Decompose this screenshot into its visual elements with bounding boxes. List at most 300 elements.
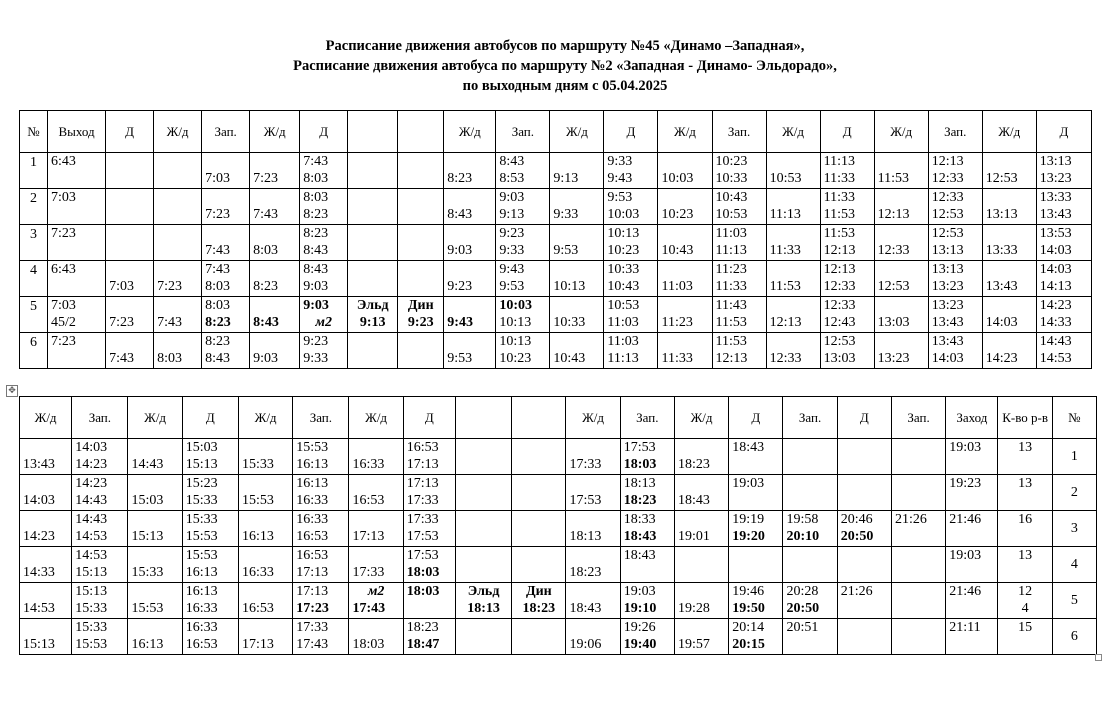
time-cell <box>982 153 1036 189</box>
time-cell <box>891 619 945 655</box>
cell-top-value: 13:43 <box>931 334 964 349</box>
row-number-cell <box>20 333 48 369</box>
cell-bottom-value <box>351 350 394 367</box>
time-cell <box>512 583 566 619</box>
cell-top-value: 20:46 <box>840 512 873 527</box>
cell-bottom-value <box>786 492 833 509</box>
cell-bottom-value: 11:53 <box>823 207 855 222</box>
cell-top-value: 15:23 <box>185 476 218 491</box>
time-cell <box>928 153 982 189</box>
cell-bottom-value: 19:06 <box>569 637 602 652</box>
time-cell <box>20 439 72 475</box>
time-cell <box>398 297 444 333</box>
cell-bottom-value: 7:43 <box>109 351 134 366</box>
column-header: Ж/д <box>766 111 820 153</box>
cell-bottom-value <box>515 456 562 473</box>
cell-top-value: 15 <box>1018 620 1033 635</box>
cell-top-value: 18:43 <box>623 548 656 563</box>
cell-bottom-value: 12:53 <box>877 279 910 294</box>
cell-top-value <box>351 261 394 278</box>
time-cell <box>349 511 403 547</box>
cell-bottom-value: 12:13 <box>715 351 748 366</box>
column-header: Ж/д <box>658 111 712 153</box>
table-row <box>20 261 1092 297</box>
cell-bottom-value: 14:23 <box>75 457 108 472</box>
time-cell <box>455 475 511 511</box>
cell-top-value <box>205 225 246 242</box>
cell-bottom-value: 10:43 <box>553 351 586 366</box>
cell-top-value <box>205 153 246 170</box>
cell-bottom-value: 18:03 <box>352 637 385 652</box>
column-header: Ж/д <box>20 397 72 439</box>
cell-top-value: 7:23 <box>51 334 76 349</box>
time-cell <box>398 153 444 189</box>
column-header: Д <box>403 397 455 439</box>
time-cell <box>820 153 874 189</box>
time-cell <box>982 297 1036 333</box>
cell-bottom-value <box>109 242 150 259</box>
cell-bottom-value: 8:23 <box>447 171 473 186</box>
cell-bottom-value <box>401 350 440 367</box>
cell-top-value <box>352 547 399 564</box>
time-cell <box>658 261 712 297</box>
cell-top-value <box>678 439 725 456</box>
cell-top-value: 11:23 <box>715 262 747 277</box>
cell-bottom-value: 10:53 <box>769 171 802 186</box>
time-cell <box>837 583 891 619</box>
time-cell <box>837 439 891 475</box>
cell-top-value: 13:33 <box>1039 190 1072 205</box>
cell-top-value <box>447 189 492 206</box>
time-cell <box>766 333 820 369</box>
cell-top-value <box>23 547 68 564</box>
cell-top-value: 14:03 <box>1039 262 1072 277</box>
cell-bottom-value: 17:33 <box>569 457 602 472</box>
cell-top-value <box>786 547 833 564</box>
cell-bottom-value: 10:43 <box>607 279 640 294</box>
cell-top-value <box>895 547 942 564</box>
cell-bottom-value: 18:13 <box>467 601 500 616</box>
cell-top-value: 11:03 <box>715 226 747 241</box>
cell-top-value: 14:23 <box>1039 298 1072 313</box>
table-row <box>20 619 1097 655</box>
column-header: Д <box>604 111 658 153</box>
column-header: Заход <box>946 397 998 439</box>
cell-top-value: 2 <box>30 190 37 206</box>
time-cell <box>820 225 874 261</box>
time-cell <box>250 333 300 369</box>
cell-top-value <box>895 619 942 636</box>
cell-top-value <box>895 583 942 600</box>
cell-bottom-value <box>949 528 994 545</box>
cell-top-value: 7:03 <box>51 298 76 313</box>
cell-top-value <box>157 189 198 206</box>
cell-top-value <box>242 583 289 600</box>
cell-bottom-value: 18:43 <box>623 529 657 544</box>
cell-bottom-value <box>841 456 888 473</box>
cell-top-value <box>878 297 925 314</box>
time-cell <box>674 511 728 547</box>
cell-bottom-value: 8:43 <box>303 243 329 258</box>
time-cell <box>729 439 783 475</box>
time-cell <box>106 225 154 261</box>
cell-bottom-value <box>786 636 833 653</box>
time-cell <box>620 511 674 547</box>
cell-bottom-value: 11:23 <box>661 315 693 330</box>
cell-top-value <box>786 475 833 492</box>
time-cell <box>946 439 998 475</box>
time-cell <box>604 225 658 261</box>
time-cell <box>512 439 566 475</box>
table-row <box>20 153 1092 189</box>
cell-top-value <box>23 619 68 636</box>
cell-bottom-value: 12:13 <box>769 315 802 330</box>
cell-bottom-value <box>515 636 562 653</box>
cell-bottom-value: 15:13 <box>75 565 108 580</box>
cell-bottom-value <box>515 492 562 509</box>
cell-bottom-value: 11:03 <box>607 315 639 330</box>
time-cell <box>496 333 550 369</box>
cell-bottom-value: 8:43 <box>205 351 231 366</box>
time-cell <box>455 439 511 475</box>
cell-top-value: 19:58 <box>786 512 819 527</box>
time-cell <box>928 333 982 369</box>
cell-bottom-value: 19:50 <box>732 601 765 616</box>
cell-bottom-value: 10:23 <box>499 351 532 366</box>
cell-bottom-value: 19:57 <box>677 637 710 652</box>
cell-top-value <box>242 619 289 636</box>
cell-bottom-value: 10:33 <box>715 171 748 186</box>
time-cell <box>766 261 820 297</box>
cell-top-value: 13:13 <box>931 262 964 277</box>
cell-top-value <box>553 297 600 314</box>
cell-bottom-value: 11:53 <box>715 315 747 330</box>
cell-bottom-value: 16:13 <box>185 565 218 580</box>
time-cell <box>783 511 837 547</box>
document-title <box>0 36 1109 96</box>
table-move-handle-icon[interactable]: ✥ <box>6 385 18 397</box>
time-cell <box>891 511 945 547</box>
cell-top-value <box>661 189 708 206</box>
cell-bottom-value: 14:33 <box>23 565 55 580</box>
cell-top-value: 15:33 <box>185 512 218 527</box>
time-cell <box>72 583 128 619</box>
cell-top-value <box>352 439 399 456</box>
cell-bottom-value: 16:33 <box>296 493 329 508</box>
cell-bottom-value: 8:43 <box>447 207 473 222</box>
column-header: Ж/д <box>982 111 1036 153</box>
time-cell <box>202 297 250 333</box>
cell-bottom-value: 19:10 <box>623 601 657 616</box>
cell-bottom-value: 15:33 <box>131 565 164 580</box>
cell-top-value <box>351 153 394 170</box>
time-cell <box>946 583 998 619</box>
cell-top-value: 12:53 <box>823 334 856 349</box>
cell-bottom-value <box>732 492 779 509</box>
cell-bottom-value <box>1001 528 1048 545</box>
cell-bottom-value: 9:23 <box>447 279 473 294</box>
time-cell <box>238 511 292 547</box>
cell-bottom-value: 11:13 <box>607 351 639 366</box>
cell-bottom-value: 14:43 <box>75 493 108 508</box>
cell-bottom-value <box>895 600 942 617</box>
time-cell <box>250 153 300 189</box>
cell-bottom-value: 12:13 <box>823 243 856 258</box>
cell-bottom-value: 16:13 <box>131 637 164 652</box>
cell-bottom-value <box>841 600 888 617</box>
cell-top-value: 14:03 <box>75 440 108 455</box>
time-cell <box>444 261 496 297</box>
cell-bottom-value: 15:13 <box>131 529 164 544</box>
cell-top-value <box>515 475 562 492</box>
cell-bottom-value <box>949 564 994 581</box>
cell-top-value <box>157 333 198 350</box>
time-cell <box>766 225 820 261</box>
time-cell <box>874 333 928 369</box>
cell-top-value <box>131 511 178 528</box>
cell-bottom-value: 18:43 <box>569 601 602 616</box>
time-cell <box>566 511 620 547</box>
time-cell <box>604 333 658 369</box>
cell-top-value <box>447 261 492 278</box>
time-cell <box>349 619 403 655</box>
column-header: Ж/д <box>674 397 728 439</box>
cell-bottom-value: 20:50 <box>786 601 820 616</box>
cell-bottom-value <box>51 170 102 187</box>
cell-bottom-value <box>624 564 671 581</box>
time-cell <box>658 297 712 333</box>
row-number-cell: 3 <box>1052 511 1096 547</box>
time-cell <box>512 619 566 655</box>
cell-top-value <box>459 619 508 636</box>
time-cell <box>403 619 455 655</box>
column-header <box>512 397 566 439</box>
cell-bottom-value: 45/2 <box>51 315 76 330</box>
cell-top-value <box>878 189 925 206</box>
table-row <box>20 189 1092 225</box>
cell-top-value <box>770 189 817 206</box>
time-cell <box>946 547 998 583</box>
time-cell <box>293 547 349 583</box>
cell-top-value: 16:33 <box>296 512 329 527</box>
cell-bottom-value <box>23 315 44 332</box>
cell-bottom-value <box>157 242 198 259</box>
time-cell <box>403 511 455 547</box>
time-cell <box>566 583 620 619</box>
cell-top-value: 12:13 <box>823 262 856 277</box>
time-cell <box>72 511 128 547</box>
cell-bottom-value: 9:33 <box>303 351 329 366</box>
time-cell <box>766 153 820 189</box>
cell-top-value: 9:53 <box>607 190 633 205</box>
cell-top-value: 12 <box>1018 584 1033 599</box>
cell-top-value: 19:26 <box>623 620 656 635</box>
time-cell <box>128 439 182 475</box>
cell-top-value: 20:28 <box>786 584 819 599</box>
time-cell <box>729 583 783 619</box>
cell-bottom-value: м2 <box>315 315 332 330</box>
cell-top-value: 12:13 <box>931 154 964 169</box>
cell-top-value <box>401 225 440 242</box>
row-number-cell: 5 <box>1052 583 1096 619</box>
cell-bottom-value: 11:33 <box>715 279 747 294</box>
cell-top-value: 12:33 <box>823 298 856 313</box>
cell-top-value <box>352 511 399 528</box>
cell-bottom-value: 9:53 <box>499 279 525 294</box>
title-line-2: Расписание движения автобуса по маршруту №2 «Западная - Динамо- Эльдорадо», <box>293 58 837 74</box>
column-header: № <box>1052 397 1096 439</box>
cell-top-value: 15:03 <box>185 440 218 455</box>
cell-bottom-value: 7:23 <box>157 279 182 294</box>
time-cell <box>444 189 496 225</box>
table-row <box>20 583 1097 619</box>
row-number-cell <box>20 261 48 297</box>
cell-top-value: 13:23 <box>931 298 964 313</box>
cell-bottom-value <box>401 242 440 259</box>
time-cell <box>300 225 348 261</box>
time-cell <box>982 261 1036 297</box>
time-cell <box>293 475 349 511</box>
cell-top-value: 11:43 <box>715 298 747 313</box>
row-number-cell <box>20 297 48 333</box>
cell-bottom-value: 9:53 <box>553 243 579 258</box>
table-resize-handle[interactable] <box>1095 654 1102 661</box>
cell-top-value <box>131 547 178 564</box>
cell-bottom-value: 14:53 <box>23 601 55 616</box>
cell-top-value <box>878 153 925 170</box>
cell-bottom-value: 14:23 <box>985 351 1018 366</box>
time-cell <box>398 333 444 369</box>
cell-top-value: 21:26 <box>894 512 927 527</box>
time-cell <box>946 619 998 655</box>
cell-bottom-value: 17:43 <box>352 601 386 616</box>
cell-bottom-value <box>351 278 394 295</box>
time-cell <box>72 475 128 511</box>
cell-bottom-value: 8:03 <box>303 171 329 186</box>
column-header <box>455 397 511 439</box>
time-cell <box>250 189 300 225</box>
time-cell <box>712 153 766 189</box>
cell-top-value: 16:53 <box>296 548 329 563</box>
time-cell <box>293 619 349 655</box>
cell-bottom-value: 19:01 <box>677 529 710 544</box>
cell-top-value: 11:03 <box>607 334 639 349</box>
column-header <box>348 111 398 153</box>
cell-bottom-value: 12:53 <box>931 207 964 222</box>
cell-top-value: 10:53 <box>607 298 640 313</box>
cell-bottom-value: 9:13 <box>553 171 579 186</box>
cell-bottom-value: 13:23 <box>931 279 964 294</box>
cell-bottom-value: 17:53 <box>406 529 439 544</box>
cell-top-value <box>459 547 508 564</box>
time-cell <box>455 547 511 583</box>
time-cell <box>566 475 620 511</box>
cell-top-value: 9:23 <box>499 226 525 241</box>
time-cell <box>620 619 674 655</box>
cell-top-value: 17:33 <box>296 620 329 635</box>
time-cell <box>550 297 604 333</box>
time-cell <box>444 297 496 333</box>
schedule-table-2 <box>19 396 1097 655</box>
cell-top-value: 18:03 <box>406 584 440 599</box>
cell-top-value <box>515 547 562 564</box>
time-cell <box>106 333 154 369</box>
column-header: Д <box>820 111 874 153</box>
cell-top-value <box>569 619 616 636</box>
time-cell <box>837 475 891 511</box>
time-cell <box>48 153 106 189</box>
cell-top-value <box>253 225 296 242</box>
cell-bottom-value: 14:13 <box>1039 279 1072 294</box>
cell-bottom-value <box>1001 636 1048 653</box>
cell-bottom-value: 13:43 <box>931 315 964 330</box>
time-cell <box>48 189 106 225</box>
cell-bottom-value: 17:13 <box>352 529 385 544</box>
cell-top-value: 14:23 <box>75 476 108 491</box>
time-cell <box>674 439 728 475</box>
cell-top-value <box>986 153 1033 170</box>
cell-bottom-value <box>895 456 942 473</box>
time-cell <box>604 153 658 189</box>
time-cell <box>128 619 182 655</box>
cell-top-value: 17:53 <box>406 548 439 563</box>
cell-top-value: 14:53 <box>75 548 108 563</box>
time-cell <box>1036 225 1091 261</box>
column-header: Зап. <box>620 397 674 439</box>
cell-top-value <box>157 261 198 278</box>
time-cell <box>48 225 106 261</box>
cell-top-value <box>770 153 817 170</box>
cell-bottom-value <box>895 636 942 653</box>
cell-bottom-value <box>515 528 562 545</box>
cell-top-value: 17:13 <box>406 476 439 491</box>
column-header: Ж/д <box>444 111 496 153</box>
time-cell <box>712 297 766 333</box>
cell-top-value <box>986 261 1033 278</box>
cell-top-value <box>661 333 708 350</box>
cell-bottom-value: 15:53 <box>131 601 164 616</box>
cell-top-value: 16:53 <box>406 440 439 455</box>
cell-bottom-value: 18:23 <box>623 493 657 508</box>
cell-bottom-value: 12:33 <box>877 243 910 258</box>
cell-top-value: 17:53 <box>623 440 656 455</box>
time-cell <box>300 333 348 369</box>
header-row <box>20 111 1092 153</box>
time-cell <box>982 333 1036 369</box>
cell-top-value <box>242 547 289 564</box>
cell-top-value: 7:43 <box>303 154 329 169</box>
time-cell <box>550 333 604 369</box>
cell-top-value <box>352 475 399 492</box>
cell-bottom-value: 14:53 <box>75 529 108 544</box>
cell-bottom-value <box>407 600 452 617</box>
cell-bottom-value: 7:23 <box>109 315 134 330</box>
cell-bottom-value <box>23 207 44 224</box>
cell-bottom-value: 17:13 <box>241 637 274 652</box>
time-cell <box>1036 189 1091 225</box>
time-cell <box>444 333 496 369</box>
cell-bottom-value: 14:33 <box>1039 315 1072 330</box>
cell-top-value <box>131 619 178 636</box>
cell-top-value: 10:43 <box>715 190 748 205</box>
cell-top-value <box>678 547 725 564</box>
row-number-cell <box>20 225 48 261</box>
cell-top-value <box>553 261 600 278</box>
time-cell <box>550 153 604 189</box>
cell-bottom-value: 8:23 <box>253 279 279 294</box>
cell-top-value <box>678 619 725 636</box>
cell-top-value <box>678 475 725 492</box>
